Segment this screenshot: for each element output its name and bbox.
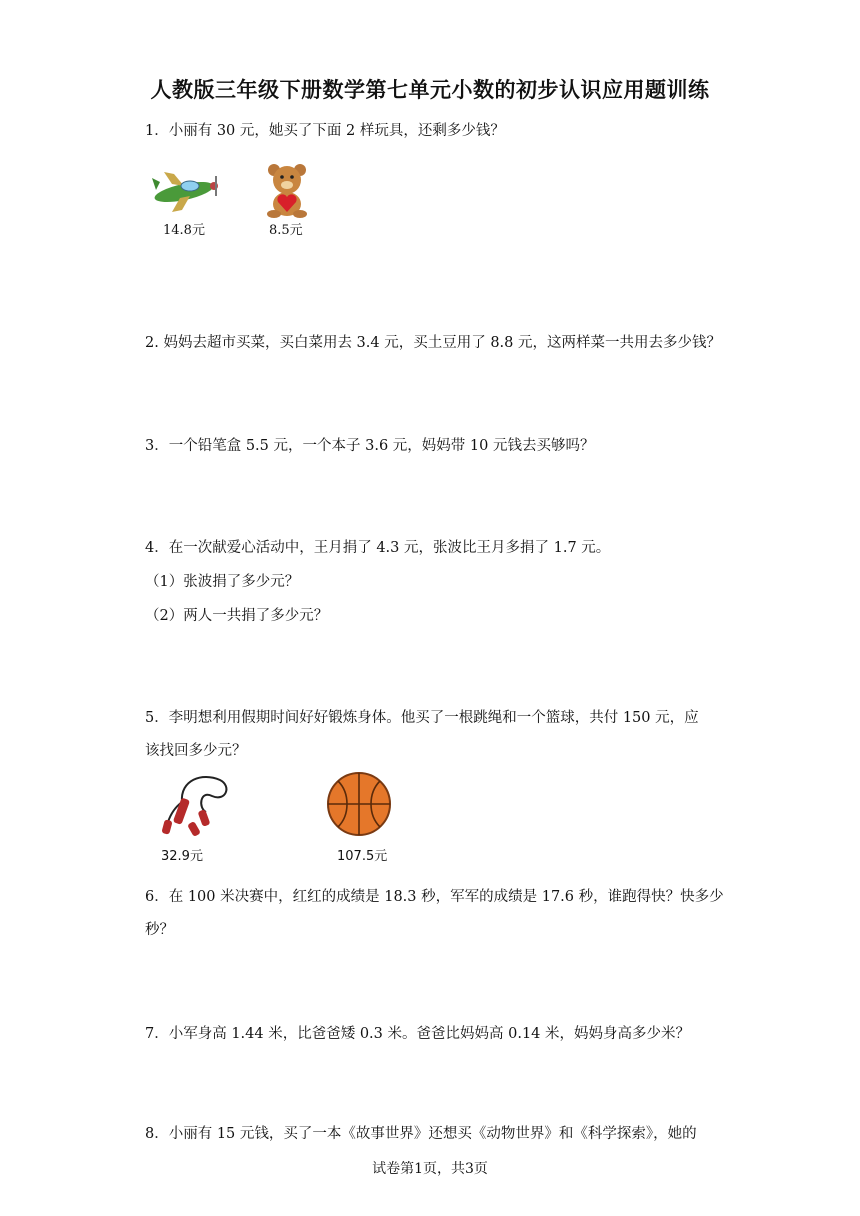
page-footer: 试卷第1页，共3页 — [372, 1161, 488, 1177]
price-label: 32.9元 — [161, 849, 203, 864]
question-7-text: 7．小军身高 1.44 米，比爸爸矮 0.3 米。爸爸比妈妈高 0.14 米，妈妈身高多少米？ — [145, 1026, 691, 1042]
jump-rope-icon — [160, 772, 232, 838]
question-3-text: 3．一个铅笔盒 5.5 元，一个本子 3.6 元，妈妈带 10 元钱去买够吗？ — [145, 438, 595, 454]
question-4-sub-1: （1）张波捐了多少元？ — [145, 574, 300, 590]
price-label: 107.5元 — [337, 849, 388, 864]
price-label: 14.8元 — [163, 223, 205, 238]
question-6-text: 6．在 100 米决赛中，红红的成绩是 18.3 秒，军军的成绩是 17.6 秒，谁跑得快？快多少 — [145, 889, 724, 905]
basketball-icon — [324, 771, 394, 837]
price-label: 8.5元 — [269, 223, 303, 238]
question-5-text-cont: 该找回多少元？ — [145, 743, 247, 759]
question-5-text: 5．李明想利用假期时间好好锻炼身体。他买了一根跳绳和一个篮球，共付 150 元，应 — [145, 710, 699, 726]
question-4-text: 4．在一次献爱心活动中，王月捐了 4.3 元，张波比王月多捐了 1.7 元。 — [145, 540, 611, 556]
teddy-bear-icon — [262, 162, 312, 218]
question-2-text: 2. 妈妈去超市买菜，买白菜用去 3.4 元，买土豆用了 8.8 元，这两样菜一共用去多少钱？ — [145, 335, 721, 351]
airplane-icon — [150, 168, 220, 216]
question-8-text: 8．小丽有 15 元钱，买了一本《故事世界》还想买《动物世界》和《科学探索》，她的 — [145, 1126, 697, 1142]
question-6-text-cont: 秒？ — [145, 922, 174, 938]
page-title: 人教版三年级下册数学第七单元小数的初步认识应用题训练 — [150, 78, 710, 102]
question-1-text: 1．小丽有 30 元，她买了下面 2 样玩具，还剩多少钱？ — [145, 123, 505, 139]
question-4-sub-2: （2）两人一共捐了多少元？ — [145, 608, 329, 624]
